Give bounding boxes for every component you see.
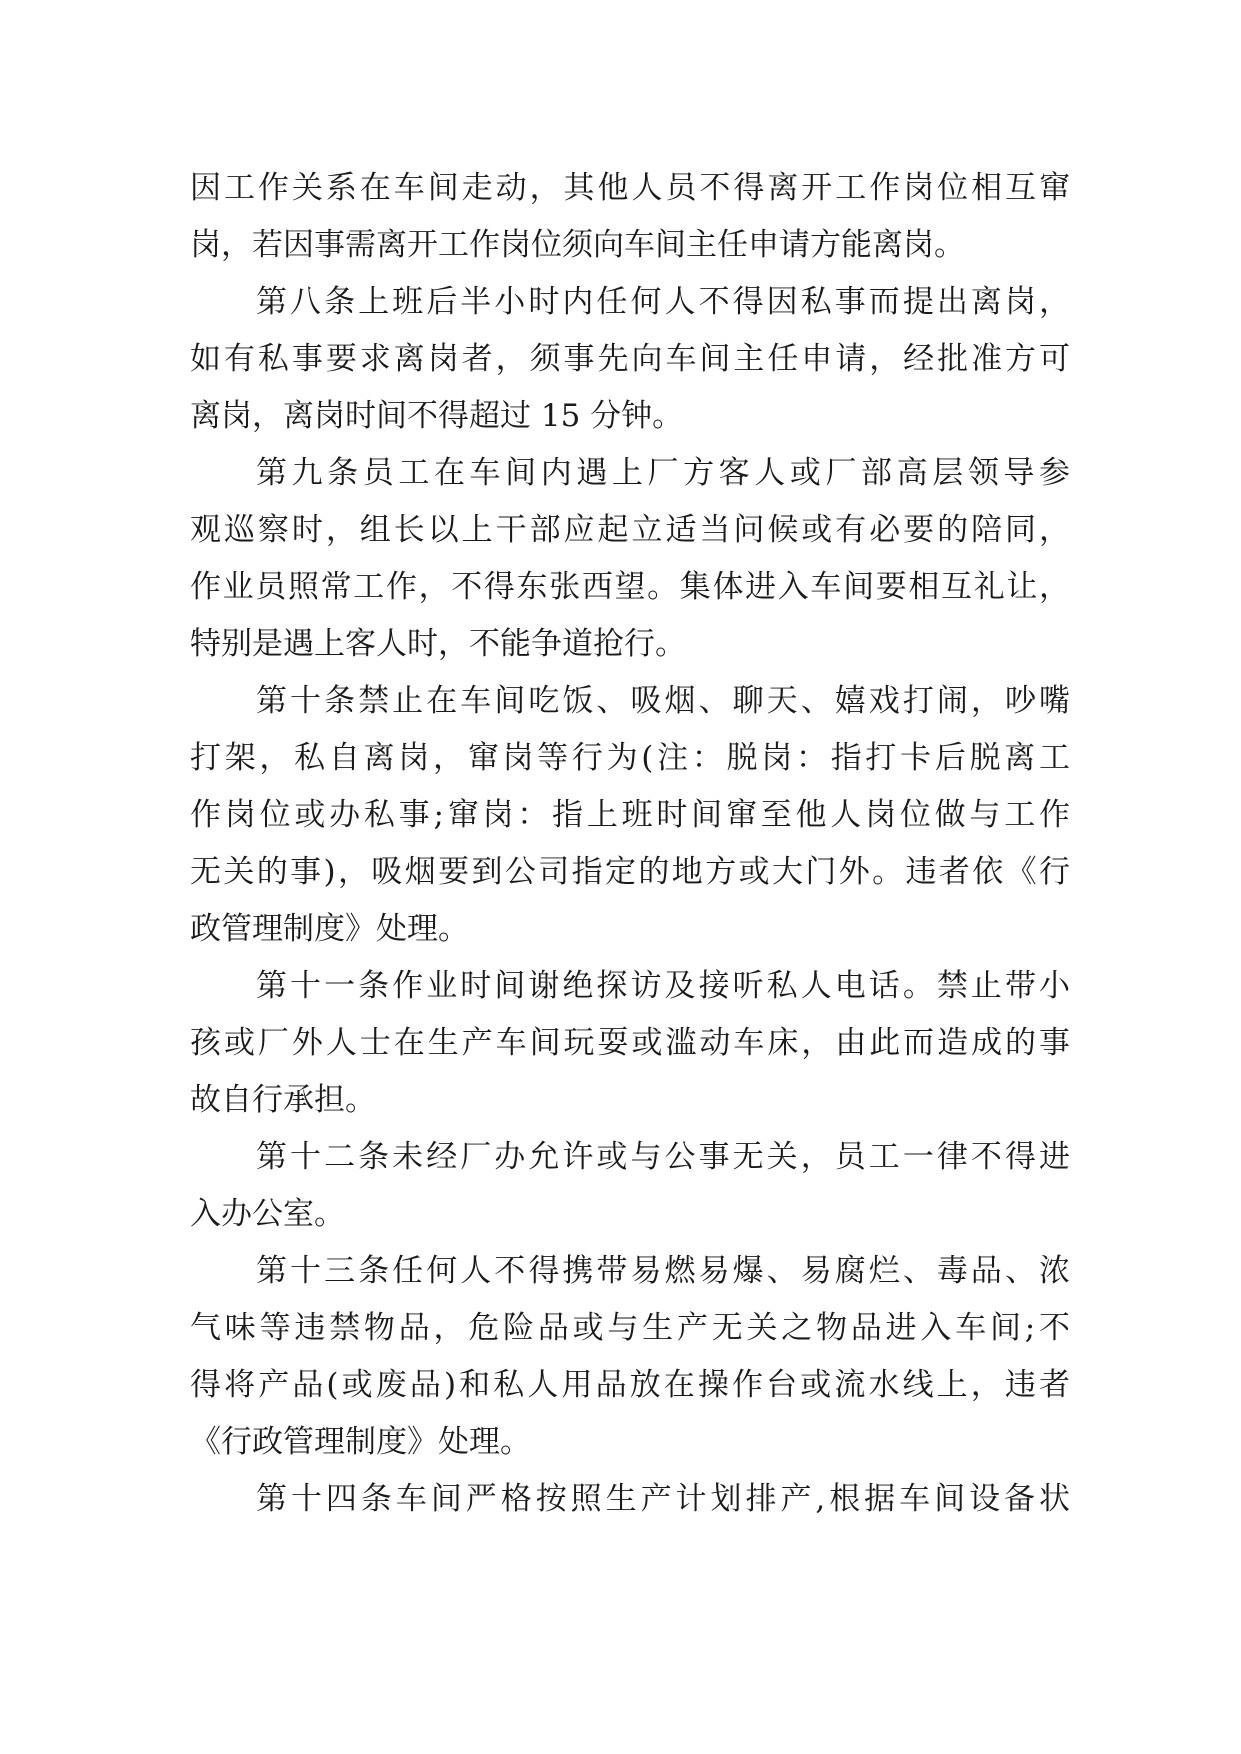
- text-line: 特别是遇上客人时，不能争道抢行。: [190, 626, 686, 662]
- text-line: 第九条员工在车间内遇上厂方客人或厂部高层领导参: [256, 455, 1070, 491]
- text-line: 第十二条未经厂办允许或与公事无关，员工一律不得进: [256, 1139, 1070, 1175]
- text-line: 第十条禁止在车间吃饭、吸烟、聊天、嬉戏打闹，吵嘴: [256, 683, 1070, 719]
- text-line: 第八条上班后半小时内任何人不得因私事而提出离岗，: [256, 284, 1070, 320]
- text-line: 作岗位或办私事;窜岗：指上班时间窜至他人岗位做与工作: [190, 797, 1070, 833]
- body-text: [190, 160, 1070, 1528]
- text-line: 《行政管理制度》处理。: [190, 1424, 531, 1460]
- text-line: 第十一条作业时间谢绝探访及接听私人电话。禁止带小: [256, 968, 1070, 1004]
- text-line: 打架，私自离岗，窜岗等行为(注：脱岗：指打卡后脱离工: [190, 740, 1070, 776]
- text-line: 孩或厂外人士在生产车间玩耍或滥动车床，由此而造成的事: [190, 1025, 1070, 1061]
- text-line: 因工作关系在车间走动，其他人员不得离开工作岗位相互窜: [190, 170, 1070, 206]
- text-line: 离岗，离岗时间不得超过 15 分钟。: [190, 398, 684, 434]
- text-line: 无关的事)，吸烟要到公司指定的地方或大门外。违者依《行: [190, 854, 1070, 890]
- text-line: 观巡察时，组长以上干部应起立适当问候或有必要的陪同，: [190, 512, 1070, 548]
- text-line: 作业员照常工作，不得东张西望。集体进入车间要相互礼让，: [190, 569, 1070, 605]
- text-line: 如有私事要求离岗者，须事先向车间主任申请，经批准方可: [190, 341, 1070, 377]
- text-line: 岗，若因事需离开工作岗位须向车间主任申请方能离岗。: [190, 227, 965, 263]
- text-line: 第十四条车间严格按照生产计划排产,根据车间设备状: [256, 1481, 1070, 1517]
- text-line: 故自行承担。: [190, 1082, 376, 1118]
- text-line: 得将产品(或废品)和私人用品放在操作台或流水线上，违者: [190, 1367, 1070, 1403]
- text-line: 第十三条任何人不得携带易燃易爆、易腐烂、毒品、浓: [256, 1253, 1070, 1289]
- text-line: 气味等违禁物品，危险品或与生产无关之物品进入车间;不: [190, 1310, 1070, 1346]
- text-line: 入办公室。: [190, 1196, 345, 1232]
- text-line: 政管理制度》处理。: [190, 911, 469, 947]
